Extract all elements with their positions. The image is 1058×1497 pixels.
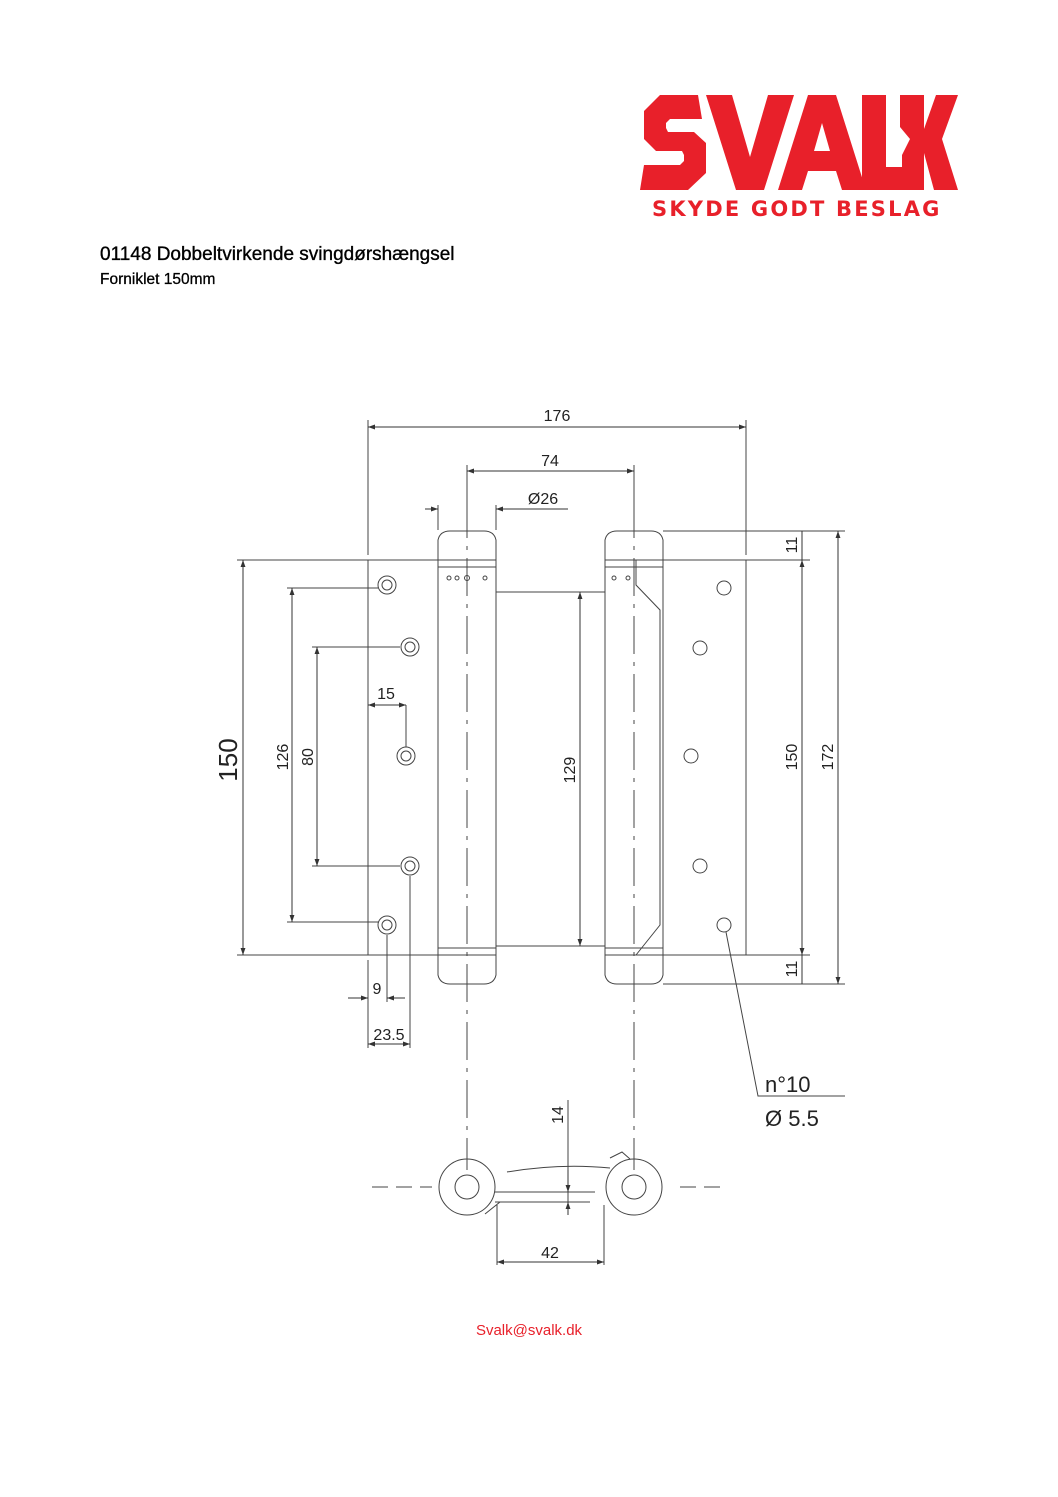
hole [717,918,731,932]
dim-center-hole-offset: 15 [377,686,395,703]
dim-top-cap: 11 [784,536,801,554]
callout-hole-count: n°10 [765,1072,811,1097]
hole [378,576,396,594]
dim-barrel-length: 129 [562,756,579,784]
dim-bottom-cap: 11 [784,960,801,978]
right-leaf-plate [663,560,746,955]
dim-overall-width: 176 [543,408,571,425]
product-subtitle: Forniklet 150mm [100,271,216,288]
dim-plan-width: 42 [541,1245,559,1262]
hole [693,859,707,873]
callout-hole-diameter: Ø 5.5 [765,1106,819,1131]
dim-barrel-diameter: Ø26 [527,491,559,508]
hole [717,581,731,595]
dim-overall-height: 172 [820,743,837,771]
dim-right-leaf-height: 150 [784,743,801,771]
svalk-tagline: SKYDE GODT BESLAG [652,197,942,221]
hole [397,747,415,765]
hole [693,641,707,655]
dim-leaf-offset: 14 [550,1106,567,1124]
hole [378,916,396,934]
dim-outer-hole-spacing: 126 [275,743,292,771]
hole [401,638,419,656]
dim-edge-to-inner-hole: 23.5 [373,1027,405,1044]
dim-pin-spacing: 74 [541,453,559,470]
footer-email: Svalk@svalk.dk [475,1322,583,1339]
left-leaf-plate [368,560,438,955]
dim-leaf-height: 150 [213,738,243,782]
product-title: 01148 Dobbeltvirkende svingdørshængsel [100,244,455,265]
dim-inner-hole-spacing: 80 [300,748,317,766]
hole [684,749,698,763]
hole [401,857,419,875]
dim-edge-to-hole: 9 [372,981,382,998]
